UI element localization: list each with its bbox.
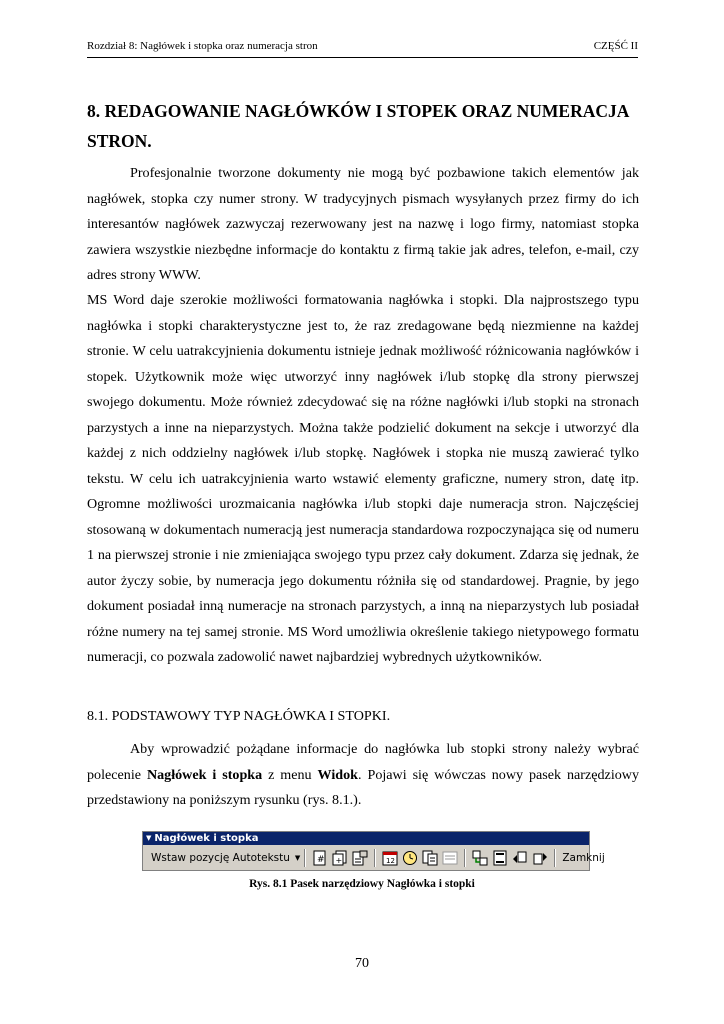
toolbar-menu-icon[interactable]: ▼ (146, 834, 152, 842)
svg-text:12: 12 (386, 856, 396, 865)
running-header-part: CZĘŚĆ II (593, 40, 638, 52)
section-heading: 8.1. PODSTAWOWY TYP NAGŁÓWKA I STOPKI. (87, 708, 391, 724)
toolbar-titlebar[interactable] (143, 832, 589, 845)
svg-text:#: # (317, 854, 325, 865)
toolbar-title: Nagłówek i stopka (154, 833, 259, 844)
page-number: 70 (355, 956, 369, 971)
show-previous-icon[interactable] (512, 849, 528, 866)
same-as-previous-icon[interactable] (472, 849, 488, 866)
paragraph-instruction (87, 737, 639, 814)
header-rule (87, 57, 638, 58)
paragraph-ms-word: MS Word daje szerokie możliwości formatowania nagłówka i stopki. Dla najprostszego typu nagłówka i stopki charakterystyczne jest to, że raz zredagowane będą niezmienne na każdej stronie. W celu uatrakcyjnienia dokumentu istnieje jednak możliwość różnicowania nagłówków i stopek. Użytkownik może więc utworzyć inny nagłówek i/lub stopkę dla strony pierwszej swojego dokumentu. Może również zdecydować się na różne nagłówki i/lub stopki na stronach parzystych a inne na nieparzystych. Można także podzielić dokument na sekcje i utworzyć dla każdej z nich oddzielny nagłówek i/lub stopkę. Nagłówek i stopka nie muszą zawierać tylko tekstu. W celu ich uatrakcyjnienia warto wstawić elementy graficzne, numery stron, datę itp. Ogromne możliwości urozmaicania nagłówka i/lub stopki daje numeracja stron. Najczęściej stosowaną w dokumentach numeracją jest numeracja standardowa rozpoczynająca się od numeru 1 na pierwszej stronie i nie zmieniająca swojego typu przez cały dokument. Zdarza się jednak, że autor życzy sobie, by numeracja jego dokumentu różniła się od standardowej. Pragnie, by jego dokument posiadał inną numeracje na stronach parzystych, a inną na nieparzystych lub posiadał różne numery na tej samej stronie. MS Word umożliwia określenie takiego nietypowego formatu numeracji, co pozwala zadowolić nawet najbardziej wybrednych użytkowników. (87, 292, 639, 665)
show-next-icon[interactable] (532, 849, 548, 866)
date-icon[interactable] (382, 849, 398, 866)
toolbar-body (143, 845, 605, 870)
menu-name: Widok (317, 766, 359, 783)
chevron-down-icon: ▼ (294, 853, 301, 862)
close-button[interactable] (560, 848, 606, 868)
toolbar-separator (464, 849, 466, 867)
insert-autotext-dropdown[interactable] (149, 848, 300, 868)
insert-autotext-label: Wstaw pozycję Autotekstu (151, 851, 290, 864)
running-header (87, 40, 638, 52)
paragraph-intro: Profesjonalnie tworzone dokumenty nie mogą być pozbawione takich elementów jak nagłówek, stopka czy numer strony. W tradycyjnych pismach wysyłanych przez firmy do ich interesantów nagłówek zazwyczaj rezerwowany jest na nazwę i logo firmy, natomiast stopka zawiera wszystkie niezbędne informacje do kontaktu z firmą takie jak adres, telefon, e-mail, czy adres strony WWW. (87, 165, 639, 283)
switch-header-footer-icon[interactable] (492, 849, 508, 866)
toolbar-separator (304, 849, 306, 867)
toolbar-separator (374, 849, 376, 867)
header-footer-toolbar (142, 831, 605, 871)
running-header-chapter: Rozdział 8: Nagłówek i stopka oraz numeracja stron (87, 40, 318, 52)
show-hide-text-icon[interactable] (442, 849, 458, 866)
page-setup-icon[interactable] (422, 849, 438, 866)
format-page-number-icon[interactable] (352, 849, 368, 866)
close-label: Zamknij (562, 851, 605, 864)
instruction-text-2: z menu (262, 766, 318, 783)
svg-text:+: + (335, 855, 343, 865)
page-title: 8. REDAGOWANIE NAGŁÓWKÓW I STOPEK ORAZ NUMERACJA STRON. (87, 101, 629, 151)
toolbar-separator (554, 849, 556, 867)
page-number-icon[interactable] (312, 849, 328, 866)
page-count-icon[interactable] (332, 849, 348, 866)
figure-caption: Rys. 8.1 Pasek narzędziowy Nagłówka i stopki (249, 878, 475, 890)
instruction-text-3: . Pojawi się wówczas nowy pasek narzędziowy przedstawiony na poniższym rysunku (rys. 8.1.). (87, 766, 640, 808)
instruction-text-1: Aby wprowadzić pożądane informacje do nagłówka lub stopki strony należy wybrać polecenie (87, 741, 639, 783)
time-icon[interactable] (402, 849, 418, 866)
command-name: Nagłówek i stopka (146, 766, 263, 783)
